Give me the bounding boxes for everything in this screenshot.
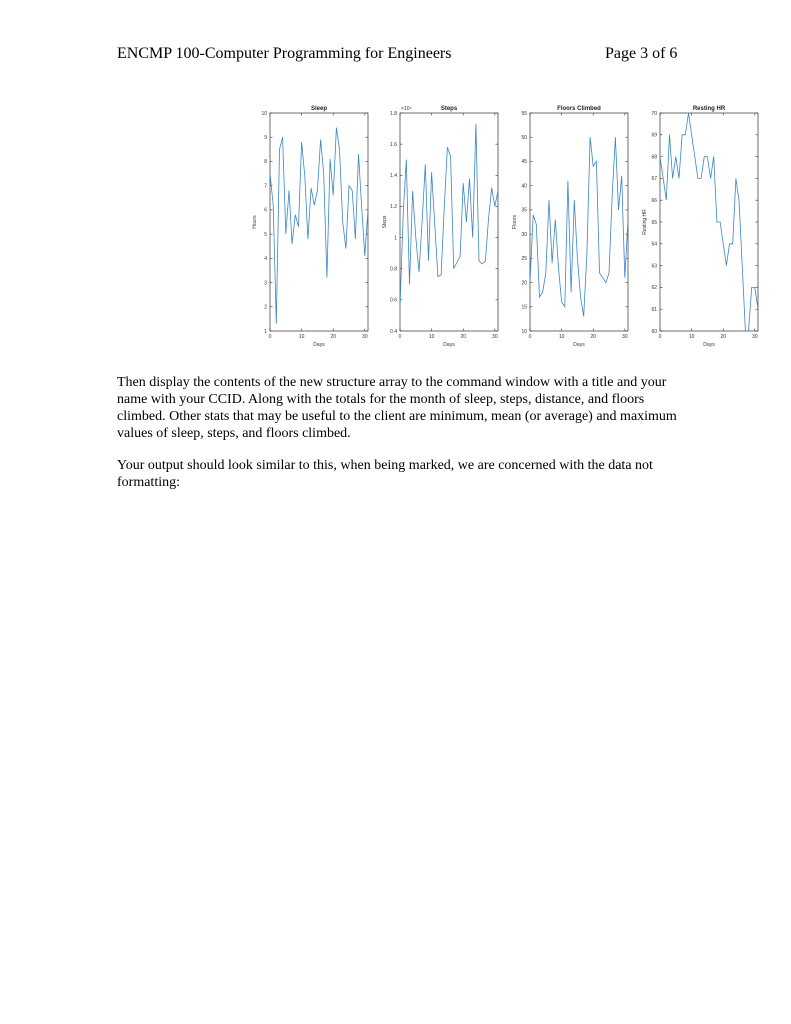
plot-frame — [530, 113, 628, 331]
y-axis-label: Resting HR — [642, 209, 648, 235]
y-tick-label: 70 — [651, 110, 657, 117]
y-tick-label: 64 — [651, 241, 657, 248]
y-tick-label: 8 — [264, 159, 267, 166]
y-tick-label: 65 — [651, 219, 657, 226]
y-tick-label: 3 — [264, 280, 267, 287]
y-axis-label: Floors — [512, 215, 518, 229]
y-tick-label: 1.6 — [390, 141, 397, 148]
course-title: ENCMP 100-Computer Programming for Engineers — [117, 45, 452, 62]
y-tick-label: 67 — [651, 176, 657, 183]
y-tick-label: 10 — [521, 328, 527, 335]
y-tick-label: 9 — [264, 135, 267, 142]
x-tick-label: 20 — [330, 334, 337, 340]
x-tick-label: 30 — [752, 334, 758, 340]
x-tick-label: 20 — [590, 334, 597, 340]
y-tick-label: 66 — [651, 198, 657, 204]
y-tick-label: 1 — [394, 235, 397, 242]
y-tick-label: 7 — [264, 183, 267, 190]
x-tick-label: 10 — [428, 334, 435, 340]
chart-title: Sleep — [310, 106, 328, 112]
y-exponent-label: ×10⁴ — [401, 106, 412, 112]
y-tick-label: 1.2 — [390, 204, 397, 211]
y-tick-label: 1 — [264, 328, 267, 335]
y-tick-label: 4 — [264, 256, 267, 263]
y-tick-label: 20 — [521, 280, 527, 287]
plot-frame — [660, 113, 758, 331]
x-axis-label: Days — [313, 342, 325, 348]
y-tick-label: 40 — [521, 183, 527, 190]
page-number: Page 3 of 6 — [605, 45, 678, 62]
y-tick-label: 61 — [651, 307, 657, 313]
x-axis-label: Days — [443, 342, 455, 348]
plot-frame — [270, 113, 368, 331]
chart-panel-2 — [512, 106, 628, 348]
x-tick-label: 30 — [622, 334, 628, 340]
x-tick-label: 10 — [688, 334, 695, 340]
x-tick-label: 20 — [720, 334, 727, 340]
chart-panel-0 — [252, 106, 368, 348]
x-tick-label: 0 — [658, 334, 662, 340]
y-tick-label: 63 — [651, 263, 657, 270]
y-tick-label: 1.8 — [390, 110, 397, 117]
y-axis-label: Hours — [252, 215, 258, 229]
instructions-paragraph: Then display the contents of the new structure array to the command window with a title and your name with your CCID. Along with the totals for the month of sleep, steps, distance, and floors climbed. Other stats that may be useful to the client are minimum, mean (or average) and maximum values of sleep, steps, and floors climbed. — [117, 375, 677, 441]
chart-panel-3 — [642, 106, 758, 348]
chart-title: Floors Climbed — [557, 106, 601, 112]
y-tick-label: 0.8 — [390, 266, 397, 273]
y-tick-label: 0.6 — [390, 297, 397, 304]
x-axis-label: Days — [573, 342, 585, 348]
y-tick-label: 69 — [651, 132, 657, 139]
output-note-paragraph: Your output should look similar to this, when being marked, we are concerned with the data not formatting: — [117, 458, 653, 490]
x-tick-label: 20 — [460, 334, 467, 340]
y-tick-label: 25 — [521, 256, 527, 263]
y-tick-label: 10 — [261, 110, 267, 117]
y-tick-label: 1.4 — [390, 173, 397, 180]
x-axis-label: Days — [703, 342, 715, 348]
y-tick-label: 60 — [651, 328, 657, 335]
y-tick-label: 2 — [264, 304, 267, 311]
y-tick-label: 5 — [264, 231, 267, 238]
chart-title: Steps — [440, 106, 458, 112]
y-tick-label: 62 — [651, 285, 657, 292]
y-tick-label: 50 — [521, 135, 527, 142]
x-tick-label: 0 — [528, 334, 532, 340]
x-tick-label: 30 — [492, 334, 498, 340]
chart-title: Resting HR — [692, 106, 726, 112]
y-tick-label: 35 — [521, 207, 527, 214]
y-tick-label: 68 — [651, 154, 657, 161]
y-tick-label: 30 — [521, 231, 527, 238]
x-tick-label: 0 — [398, 334, 402, 340]
y-tick-label: 6 — [264, 207, 267, 214]
x-tick-label: 30 — [362, 334, 368, 340]
y-tick-label: 0.4 — [390, 328, 397, 335]
fitness-charts-figure — [240, 100, 770, 355]
chart-panel-1 — [382, 106, 498, 348]
x-tick-label: 10 — [298, 334, 305, 340]
y-axis-label: Steps — [382, 215, 388, 229]
x-tick-label: 10 — [558, 334, 565, 340]
y-tick-label: 45 — [521, 159, 527, 166]
y-tick-label: 55 — [521, 110, 527, 117]
x-tick-label: 0 — [268, 334, 272, 340]
y-tick-label: 15 — [521, 304, 527, 311]
